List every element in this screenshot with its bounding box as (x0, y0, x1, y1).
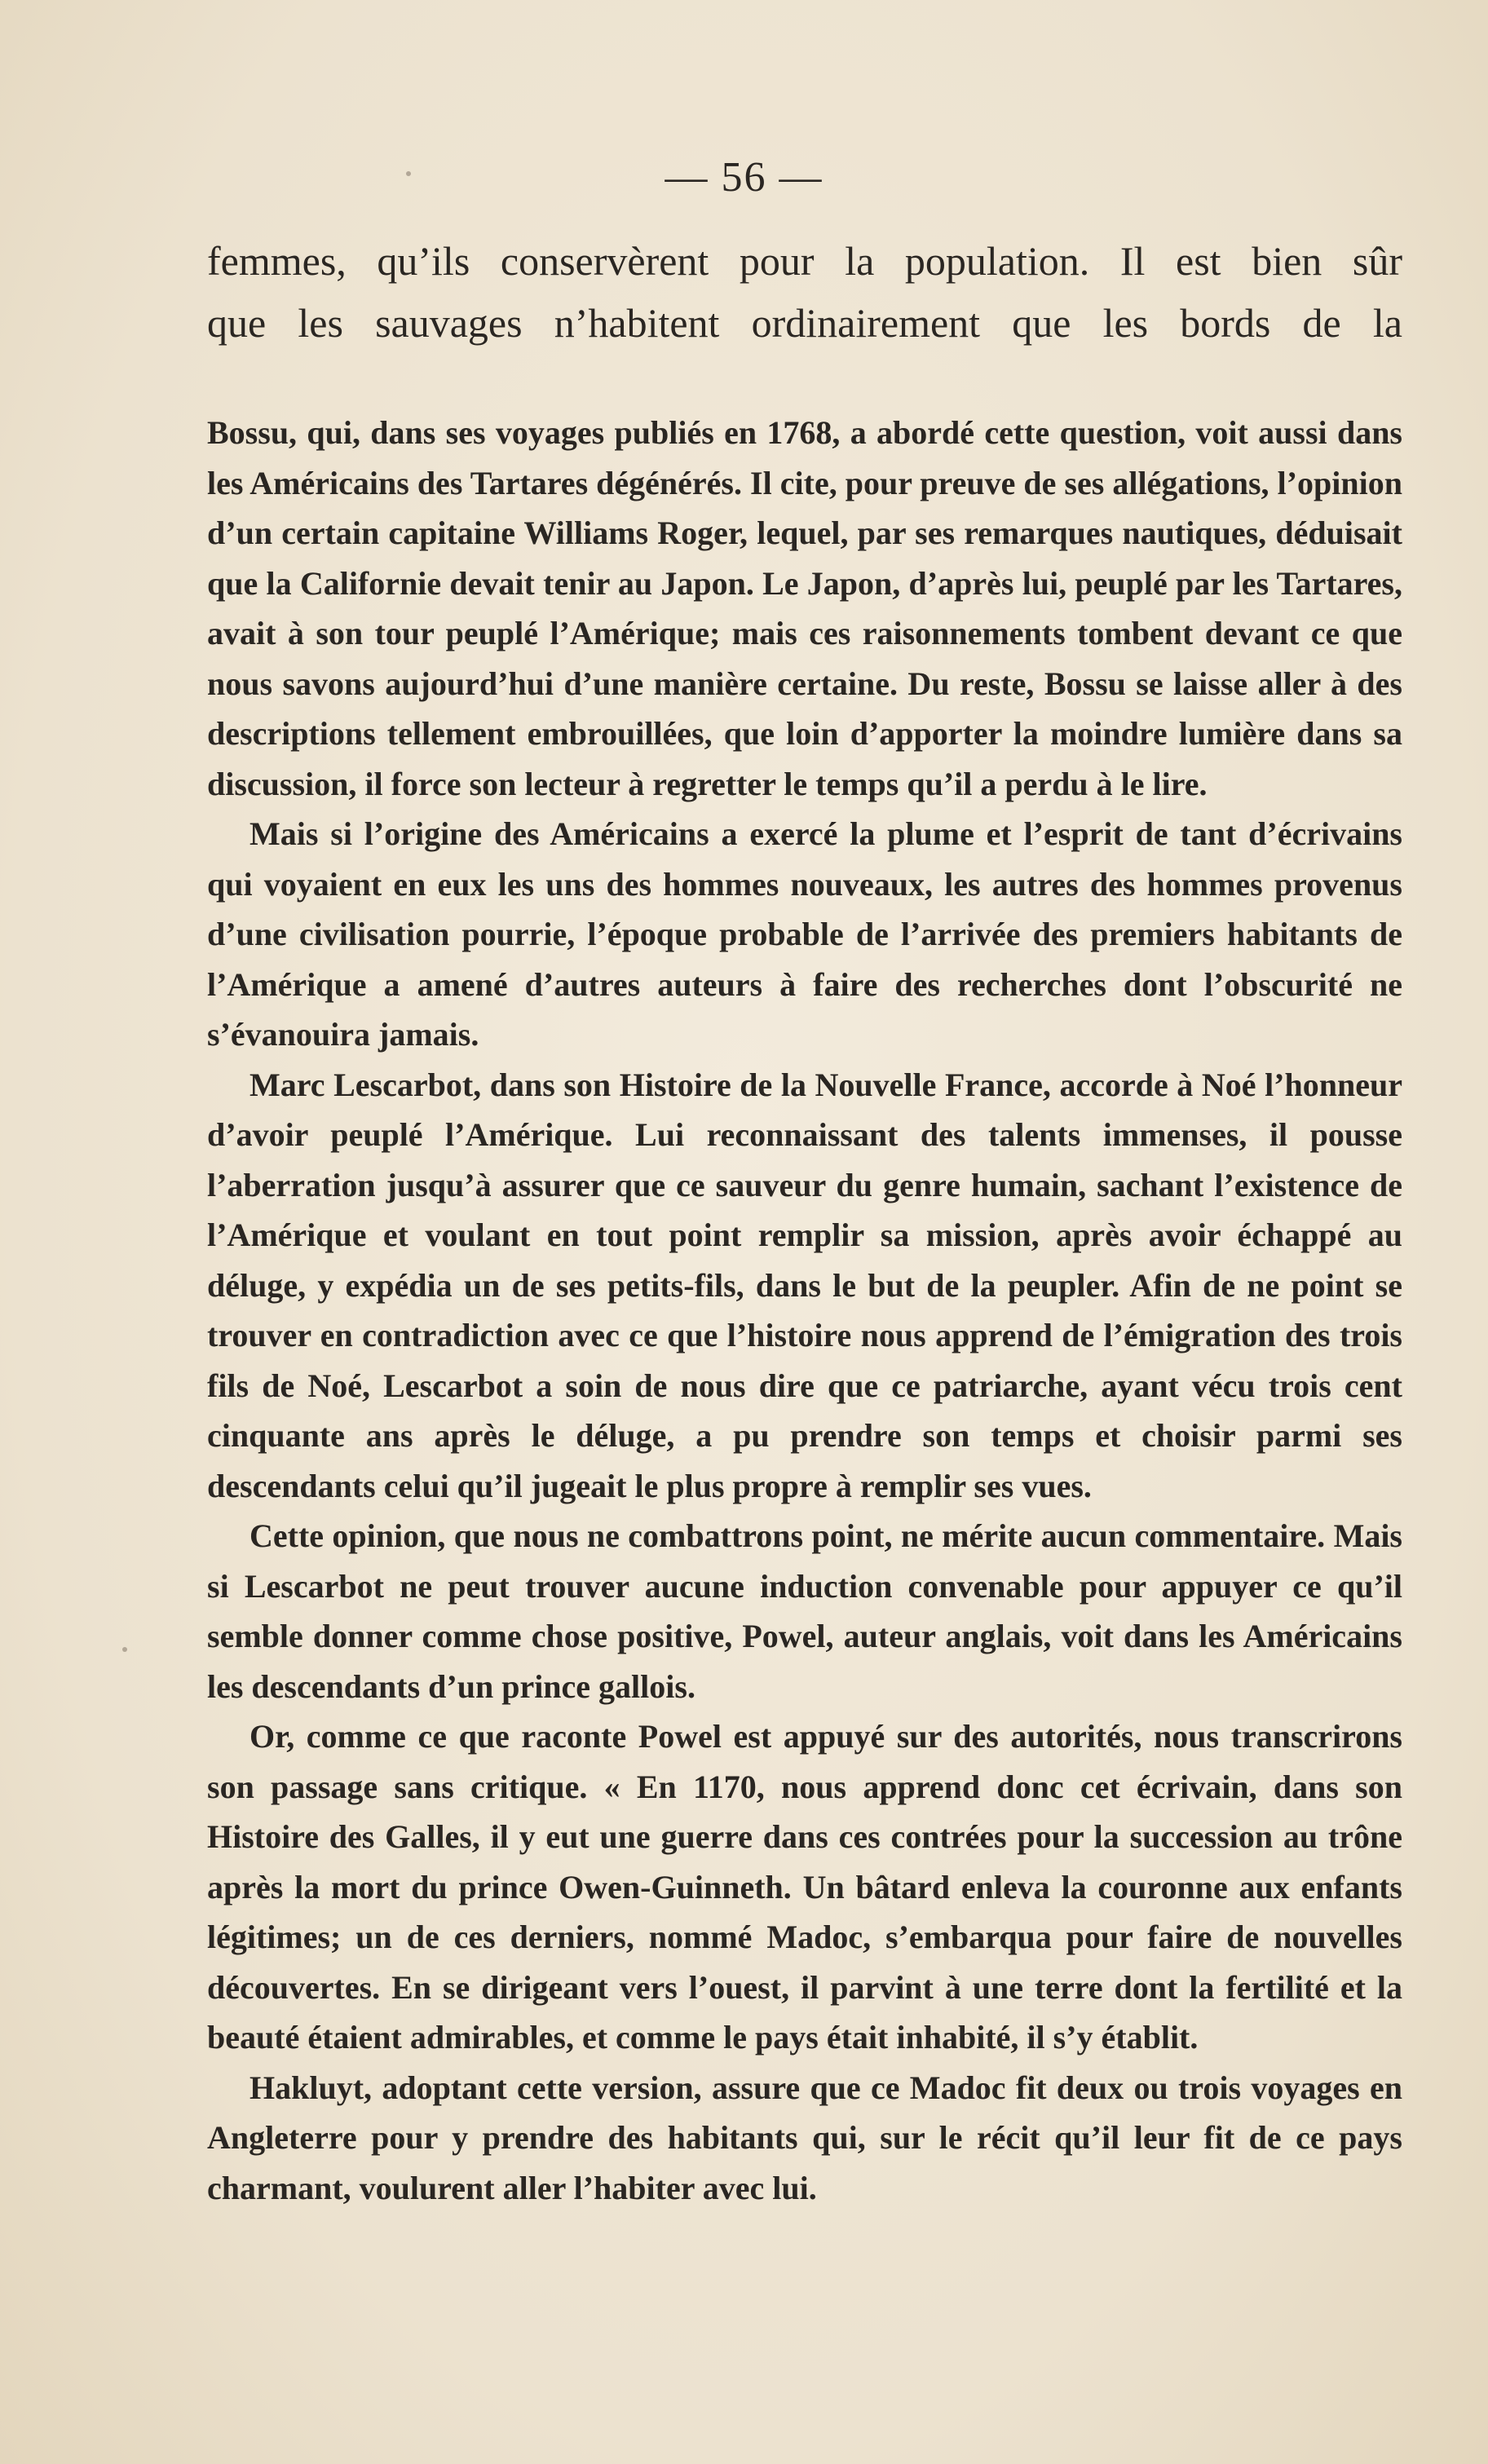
paragraph-hakluyt: Hakluyt, adoptant cette version, assure que ce Madoc fit deux ou trois voyages en Angleterre pour y prendre des habitants qui, sur le récit qu’il leur fit de ce pays charmant, voulurent aller l’habiter avec lui. (207, 2069, 1402, 2206)
paragraph-bossu: Bossu, qui, dans ses voyages publiés en 1768, a abordé cette question, voit aussi dans les Américains des Tartares dégénérés. Il cite, pour preuve de ses allégations, l’opinion d’un certain capitaine Williams Roger, lequel, par ses remarques nautiques, déduisait que la Californie devait tenir au Japon. Le Japon, d’après lui, peuplé par les Tartares, avait à son tour peuplé l’Amérique; mais ces raisonnements tombent devant ce que nous savons aujourd’hui d’une manière certaine. Du reste, Bossu se laisse aller à des descriptions tellement embrouillées, que loin d’apporter la moindre lumière dans sa discussion, il force son lecteur à regretter le temps qu’il a perdu à le lire. (207, 414, 1402, 802)
paragraph-powel: Cette opinion, que nous ne combattrons point, ne mérite aucun commentaire. Mais si Lescarbot ne peut trouver aucune induction convenable pour appuyer ce qu’il semble donner comme chose positive, Powel, auteur anglais, voit dans les Américains les descendants d’un prince gallois. (207, 1517, 1402, 1705)
main-text (207, 408, 1402, 2213)
paragraph-madoc: Or, comme ce que raconte Powel est appuyé sur des autorités, nous transcrirons son passage sans critique. « En 1170, nous apprend donc cet écrivain, dans son Histoire des Galles, il y eut une guerre dans ces contrées pour la succession au trône après la mort du prince Owen-Guinneth. Un bâtard enleva la couronne aux enfants légitimes; un de ces derniers, nommé Madoc, s’embarqua pour faire de nouvelles découvertes. En se dirigeant vers l’ouest, il parvint à une terre dont la fertilité et la beauté étaient admirables, et comme le pays était inhabité, il s’y établit. (207, 1718, 1402, 2056)
previous-paragraph-continuation (207, 230, 1402, 354)
page-number: — 56 — (665, 154, 823, 201)
paragraph-lescarbot: Marc Lescarbot, dans son Histoire de la Nouvelle France, accorde à Noé l’honneur d’avoir peuplé l’Amérique. Lui reconnaissant des talents immenses, il pousse l’aberration jusqu’à assurer que ce sauveur du genre humain, sachant l’existence de l’Amérique et voulant en tout point remplir sa mission, après avoir échappé au déluge, y expédia un de ses petits-fils, dans le but de la peupler. Afin de ne point se trouver en contradiction avec ce que l’histoire nous apprend de l’émigration des trois fils de Noé, Lescarbot a soin de nous dire que ce patriarche, ayant vécu trois cent cinquante ans après le déluge, a pu prendre son temps et choisir parmi ses descendants celui qu’il jugeait le plus propre à remplir ses vues. (207, 1066, 1402, 1504)
paper-speck (406, 171, 411, 176)
text-line: femmes, qu’ils conservèrent pour la population. Il est bien sûr (207, 238, 1402, 284)
paper-speck (122, 1647, 127, 1652)
text-line: que les sauvages n’habitent ordinairement que les bords de la (207, 300, 1402, 346)
paragraph-origine: Mais si l’origine des Américains a exercé la plume et l’esprit de tant d’écrivains qui voyaient en eux les uns des hommes nouveaux, les autres des hommes provenus d’une civilisation pourrie, l’époque probable de l’arrivée des premiers habitants de l’Amérique a amené d’autres auteurs à faire des recherches dont l’obscurité ne s’évanouira jamais. (207, 815, 1402, 1053)
